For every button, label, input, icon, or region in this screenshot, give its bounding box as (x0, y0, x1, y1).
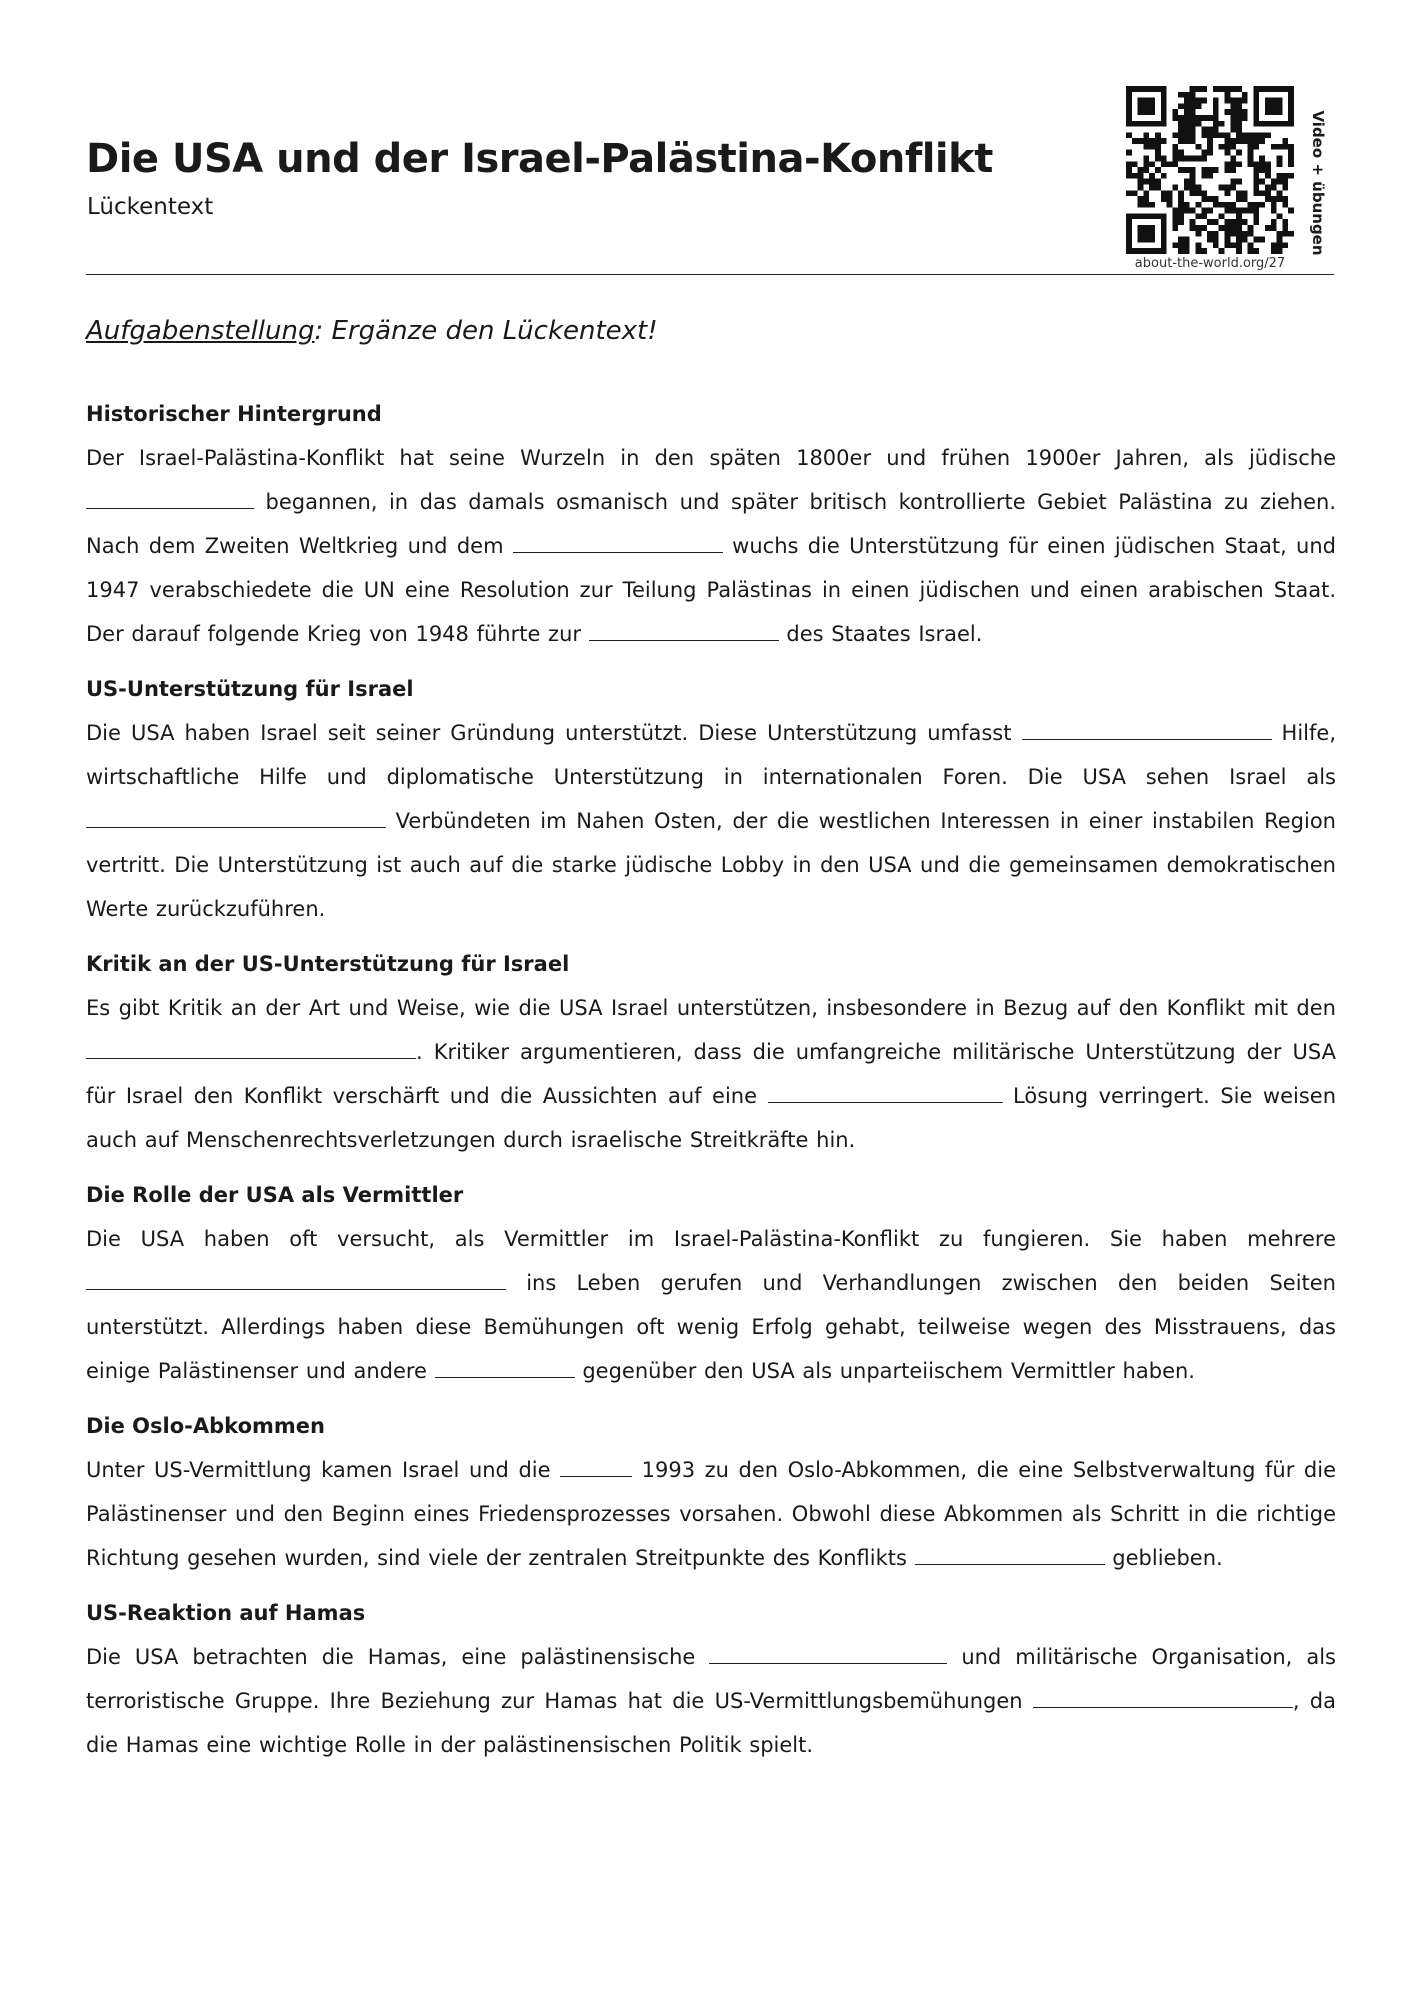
section-oslo-abkommen (86, 1412, 1336, 1580)
qr-code-icon[interactable] (1126, 86, 1294, 254)
qr-side-label: Video + übungen (1309, 110, 1327, 256)
task-text: : Ergänze den Lückentext! (314, 316, 658, 346)
section-heading: Die Oslo-Abkommen (86, 1414, 325, 1438)
section-text: Die USA betrachten die Hamas, eine palästinensische und militärische Organisation, als terroristische Gruppe. Ihre Beziehung zur Hamas hat die US-Vermittlungsbemühungen , da die Hamas eine wichtige Rolle in der palästinensischen Politik spielt. (86, 1635, 1336, 1767)
blank-field[interactable] (915, 1543, 1105, 1565)
blank-field[interactable] (435, 1356, 575, 1378)
section-text: Die USA haben oft versucht, als Vermittler im Israel-Palästina-Konflikt zu fungieren. Sie haben mehrere ins Leben gerufen und Verhandlungen zwischen den beiden Seiten unterstützt. Allerdings haben diese Bemühungen oft wenig Erfolg gehabt, teilweise wegen des Misstrauens, das einige Palästinenser und andere gegenüber den USA als unparteiischem Vermittler haben. (86, 1227, 1336, 1383)
blank-field[interactable] (709, 1642, 947, 1664)
section-heading: Historischer Hintergrund (86, 402, 382, 426)
blank-field[interactable] (1022, 718, 1272, 740)
header-divider (86, 274, 1334, 275)
blank-field[interactable] (513, 531, 723, 553)
section-text: Es gibt Kritik an der Art und Weise, wie die USA Israel unterstützen, insbesondere in Bezug auf den Konflikt mit den . Kritiker argumentieren, dass die umfangreiche militärische Unterstützung der USA für Israel den Konflikt verschärft und die Aussichten auf eine Lösung verringert. Sie weisen auch auf Menschenrechtsverletzungen durch israelische Streitkräfte hin. (86, 996, 1337, 1152)
section-heading: Kritik an der US-Unterstützung für Israel (86, 952, 570, 976)
blank-field[interactable] (86, 1268, 506, 1290)
blank-field[interactable] (86, 806, 386, 828)
section-kritik (86, 950, 1336, 1162)
task-label: Aufgabenstellung (86, 316, 315, 346)
section-heading: Die Rolle der USA als Vermittler (86, 1183, 464, 1207)
section-us-reaktion-hamas (86, 1599, 1336, 1767)
section-text: Unter US-Vermittlung kamen Israel und die 1993 zu den Oslo-Abkommen, die eine Selbstverwaltung für die Palästinenser und den Beginn eines Friedensprozesses vorsahen. Obwohl diese Abkommen als Schritt in die richtige Richtung gesehen wurden, sind viele der zentralen Streitpunkte des Konflikts geblieben. (86, 1448, 1336, 1580)
section-historischer-hintergrund (86, 400, 1336, 656)
section-text: Die USA haben Israel seit seiner Gründung unterstützt. Diese Unterstützung umfasst Hilfe, wirtschaftliche Hilfe und diplomatische Unterstützung in internationalen Foren. Die USA sehen Israel als Verbündeten im Nahen Osten, der die westlichen Interessen in einer instabilen Region vertritt. Die Unterstützung ist auch auf die starke jüdische Lobby in den USA und die gemeinsamen demokratischen Werte zurückzuführen. (86, 711, 1336, 931)
blank-field[interactable] (589, 619, 779, 641)
blank-field[interactable] (86, 487, 254, 509)
blank-field[interactable] (1033, 1686, 1293, 1708)
section-heading: US-Reaktion auf Hamas (86, 1601, 366, 1625)
section-heading: US-Unterstützung für Israel (86, 677, 414, 701)
section-vermittler (86, 1181, 1336, 1393)
qr-url-link[interactable]: about-the-world.org/27 (1134, 256, 1286, 271)
blank-field[interactable] (86, 1037, 416, 1059)
page-subtitle: Lückentext (87, 194, 214, 220)
worksheet-content (86, 400, 1336, 1786)
blank-field[interactable] (768, 1081, 1003, 1103)
section-text: Der Israel-Palästina-Konflikt hat seine Wurzeln in den späten 1800er und frühen 1900er Jahren, als jüdische begannen, in das damals osmanisch und später britisch kontrollierte Gebiet Palästina zu ziehen. Nach dem Zweiten Weltkrieg und dem wuchs die Unterstützung für einen jüdischen Staat, und 1947 verabschiedete die UN eine Resolution zur Teilung Palästinas in einen jüdischen und einen arabischen Staat. Der darauf folgende Krieg von 1948 führte zur des Staates Israel. (86, 446, 1336, 646)
blank-field[interactable] (560, 1455, 632, 1477)
task-instruction (86, 316, 658, 346)
section-us-unterstuetzung (86, 675, 1336, 931)
page-title: Die USA und der Israel-Palästina-Konflikt (86, 136, 993, 182)
